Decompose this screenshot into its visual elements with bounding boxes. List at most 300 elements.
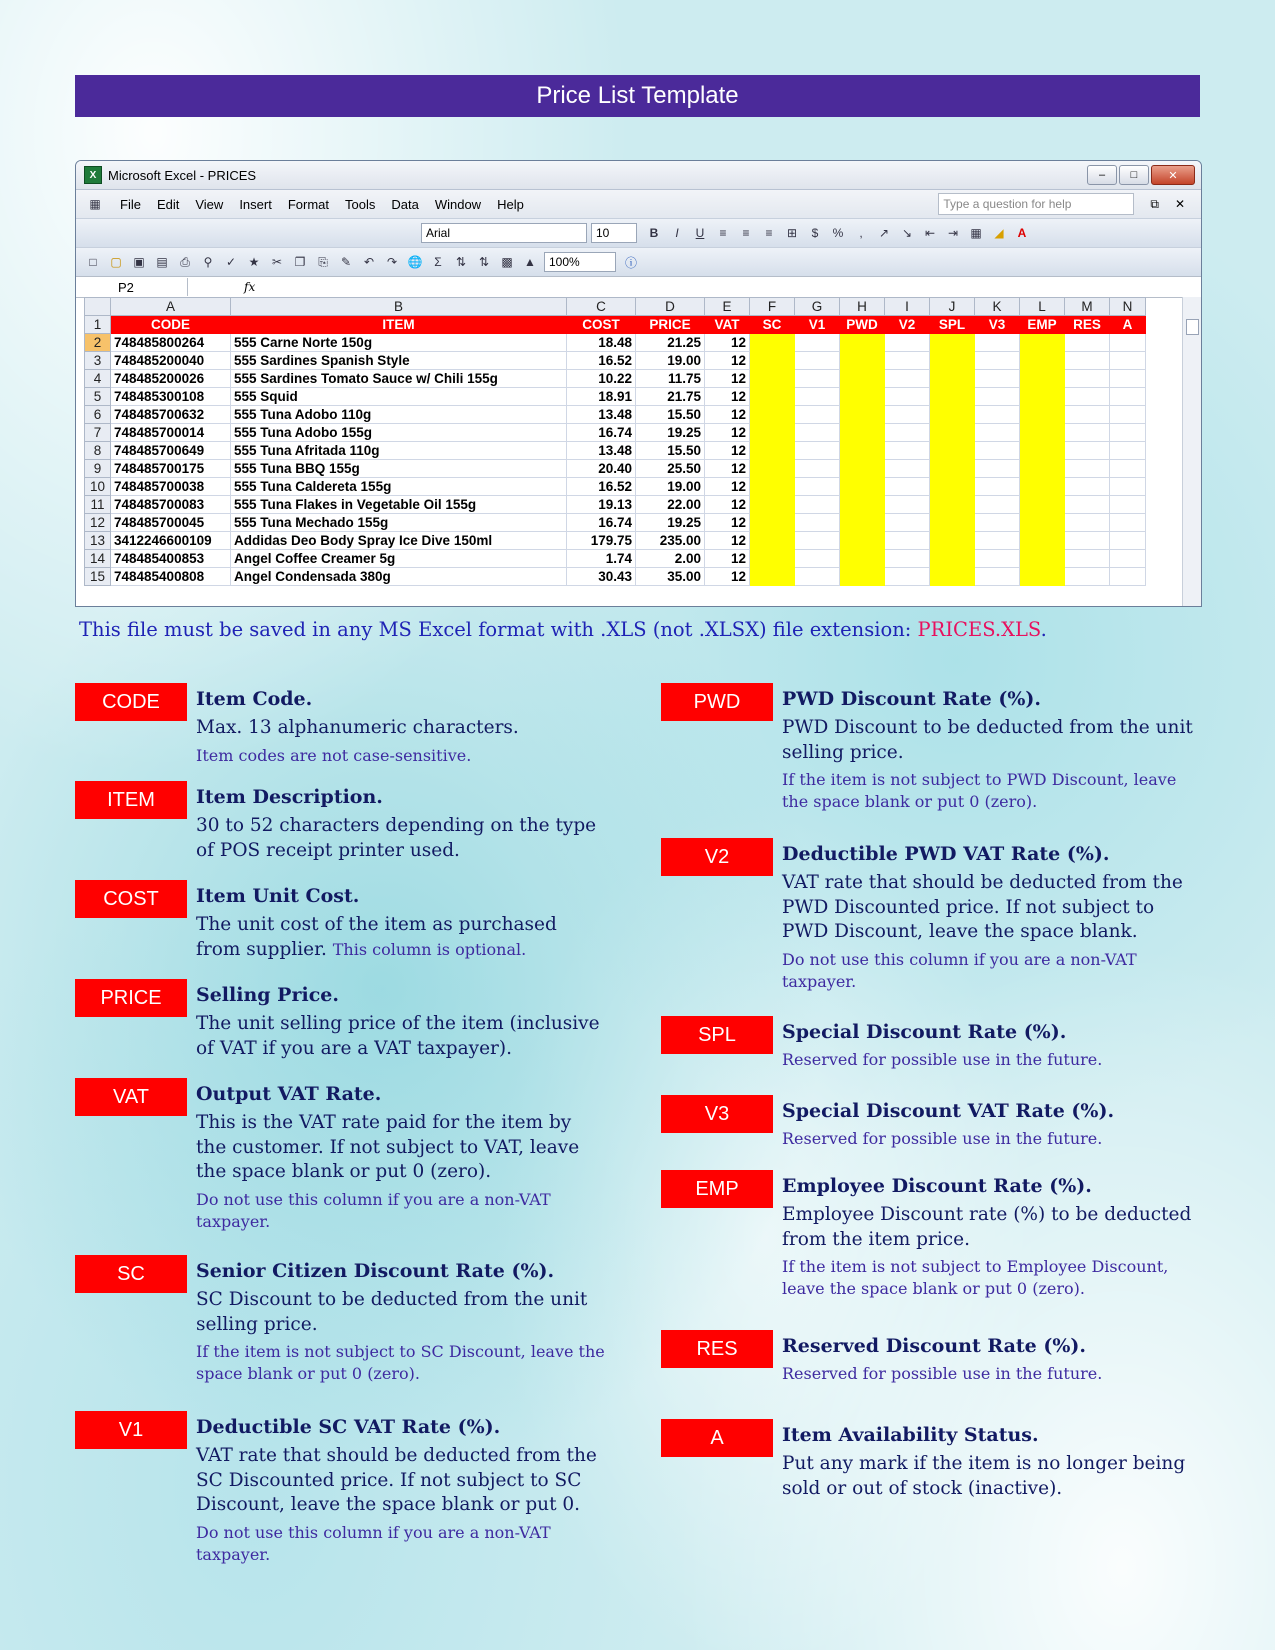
cell[interactable] bbox=[840, 424, 885, 442]
cell[interactable]: 12 bbox=[705, 424, 750, 442]
cell[interactable] bbox=[1110, 442, 1146, 460]
cell[interactable] bbox=[1110, 388, 1146, 406]
cell[interactable] bbox=[1020, 370, 1065, 388]
cell[interactable] bbox=[840, 406, 885, 424]
cell[interactable] bbox=[1065, 352, 1110, 370]
cell[interactable] bbox=[1110, 478, 1146, 496]
cell[interactable] bbox=[885, 352, 930, 370]
row-header[interactable]: 3 bbox=[85, 352, 111, 370]
header-cell[interactable]: V1 bbox=[795, 316, 840, 334]
cell[interactable] bbox=[795, 478, 840, 496]
cell[interactable]: Angel Condensada 380g bbox=[231, 568, 567, 586]
cell[interactable]: 748485400853 bbox=[111, 550, 231, 568]
cell[interactable] bbox=[975, 568, 1020, 586]
header-cell[interactable]: ITEM bbox=[231, 316, 567, 334]
cell[interactable] bbox=[885, 424, 930, 442]
align-left-icon[interactable]: ≡ bbox=[719, 226, 727, 240]
cell[interactable] bbox=[795, 334, 840, 352]
cell[interactable]: 748485300108 bbox=[111, 388, 231, 406]
row-header[interactable]: 7 bbox=[85, 424, 111, 442]
cell[interactable]: 3412246600109 bbox=[111, 532, 231, 550]
cell[interactable]: 555 Sardines Spanish Style bbox=[231, 352, 567, 370]
column-header[interactable]: E bbox=[705, 298, 750, 316]
cell[interactable] bbox=[750, 496, 795, 514]
cell[interactable] bbox=[1110, 406, 1146, 424]
cell[interactable]: 555 Tuna BBQ 155g bbox=[231, 460, 567, 478]
cell[interactable] bbox=[750, 424, 795, 442]
cell[interactable] bbox=[750, 370, 795, 388]
column-header[interactable]: G bbox=[795, 298, 840, 316]
header-cell[interactable]: RES bbox=[1065, 316, 1110, 334]
menu-window[interactable]: Window bbox=[434, 196, 482, 212]
align-center-icon[interactable]: ≡ bbox=[742, 226, 750, 240]
cell[interactable] bbox=[1065, 568, 1110, 586]
cell[interactable] bbox=[750, 550, 795, 568]
cell[interactable] bbox=[975, 424, 1020, 442]
cell[interactable] bbox=[840, 532, 885, 550]
cell[interactable]: Angel Coffee Creamer 5g bbox=[231, 550, 567, 568]
cell[interactable]: 555 Tuna Afritada 110g bbox=[231, 442, 567, 460]
close-button[interactable]: ✕ bbox=[1151, 165, 1195, 185]
font-color-icon[interactable]: A bbox=[1017, 226, 1027, 240]
cell[interactable] bbox=[795, 352, 840, 370]
font-name-select[interactable]: Arial bbox=[421, 223, 587, 243]
cell[interactable]: 12 bbox=[705, 514, 750, 532]
cell[interactable] bbox=[930, 532, 975, 550]
cell[interactable]: 555 Tuna Flakes in Vegetable Oil 155g bbox=[231, 496, 567, 514]
cell[interactable]: 555 Tuna Caldereta 155g bbox=[231, 478, 567, 496]
cell[interactable] bbox=[1020, 496, 1065, 514]
cell[interactable]: 16.52 bbox=[567, 478, 636, 496]
cell[interactable] bbox=[930, 424, 975, 442]
cell[interactable] bbox=[930, 478, 975, 496]
row-header[interactable]: 4 bbox=[85, 370, 111, 388]
cell[interactable] bbox=[840, 550, 885, 568]
header-cell[interactable]: VAT bbox=[705, 316, 750, 334]
menu-format[interactable]: Format bbox=[287, 196, 329, 212]
underline-icon[interactable]: U bbox=[695, 226, 705, 240]
cell[interactable] bbox=[975, 370, 1020, 388]
cell[interactable]: 19.00 bbox=[636, 352, 705, 370]
cell[interactable] bbox=[1065, 514, 1110, 532]
cell[interactable] bbox=[1065, 370, 1110, 388]
cell[interactable] bbox=[795, 496, 840, 514]
cell[interactable] bbox=[1065, 496, 1110, 514]
cell[interactable] bbox=[1110, 460, 1146, 478]
cell[interactable]: 19.13 bbox=[567, 496, 636, 514]
cell[interactable] bbox=[1020, 406, 1065, 424]
cell[interactable]: 555 Tuna Adobo 155g bbox=[231, 424, 567, 442]
cell[interactable] bbox=[1110, 532, 1146, 550]
menu-tools[interactable]: Tools bbox=[345, 196, 376, 212]
cell[interactable] bbox=[750, 406, 795, 424]
row-header[interactable]: 11 bbox=[85, 496, 111, 514]
row-header[interactable]: 5 bbox=[85, 388, 111, 406]
cell[interactable]: 748485200026 bbox=[111, 370, 231, 388]
sort-ascending-icon[interactable]: ⇅ bbox=[455, 255, 467, 269]
cell[interactable] bbox=[1110, 550, 1146, 568]
chart-wizard-icon[interactable]: ▩ bbox=[501, 255, 513, 269]
cell[interactable] bbox=[930, 442, 975, 460]
merge-center-icon[interactable]: ⊞ bbox=[786, 226, 798, 240]
cell[interactable]: 12 bbox=[705, 442, 750, 460]
cell[interactable]: 20.40 bbox=[567, 460, 636, 478]
cell[interactable]: 18.91 bbox=[567, 388, 636, 406]
drawing-icon[interactable]: ▲ bbox=[524, 255, 536, 269]
copy-icon[interactable]: ❐ bbox=[294, 255, 306, 269]
cell[interactable]: 21.25 bbox=[636, 334, 705, 352]
print-preview-icon[interactable]: ⚲ bbox=[203, 255, 213, 269]
cell[interactable] bbox=[885, 460, 930, 478]
cell[interactable] bbox=[930, 514, 975, 532]
cell[interactable] bbox=[975, 442, 1020, 460]
cell[interactable] bbox=[930, 406, 975, 424]
cell[interactable] bbox=[840, 352, 885, 370]
cell[interactable] bbox=[795, 388, 840, 406]
cell[interactable] bbox=[795, 406, 840, 424]
spelling-icon[interactable]: ✓ bbox=[225, 255, 237, 269]
cell[interactable]: 748485700632 bbox=[111, 406, 231, 424]
cell[interactable] bbox=[885, 370, 930, 388]
cell[interactable] bbox=[975, 496, 1020, 514]
cell[interactable]: 13.48 bbox=[567, 406, 636, 424]
header-cell[interactable]: EMP bbox=[1020, 316, 1065, 334]
row-header[interactable]: 2 bbox=[85, 334, 111, 352]
cell[interactable] bbox=[975, 334, 1020, 352]
menu-data[interactable]: Data bbox=[391, 196, 419, 212]
cell[interactable] bbox=[795, 550, 840, 568]
cell[interactable] bbox=[795, 424, 840, 442]
cell[interactable]: 1.74 bbox=[567, 550, 636, 568]
cell[interactable] bbox=[975, 352, 1020, 370]
vertical-scrollbar[interactable] bbox=[1182, 297, 1201, 606]
row-header[interactable]: 12 bbox=[85, 514, 111, 532]
increase-decimal-icon[interactable]: ↗ bbox=[878, 226, 890, 240]
column-header[interactable]: C bbox=[567, 298, 636, 316]
cell[interactable]: 555 Sardines Tomato Sauce w/ Chili 155g bbox=[231, 370, 567, 388]
save-icon[interactable]: ▣ bbox=[133, 255, 145, 269]
cell[interactable]: 12 bbox=[705, 406, 750, 424]
cell[interactable]: 748485200040 bbox=[111, 352, 231, 370]
help-icon[interactable]: ⓘ bbox=[624, 255, 637, 270]
cell[interactable] bbox=[930, 460, 975, 478]
cell[interactable] bbox=[795, 442, 840, 460]
cell[interactable] bbox=[885, 568, 930, 586]
cell[interactable] bbox=[840, 496, 885, 514]
row-header[interactable]: 6 bbox=[85, 406, 111, 424]
cell[interactable] bbox=[1110, 514, 1146, 532]
cell[interactable] bbox=[750, 478, 795, 496]
increase-indent-icon[interactable]: ⇥ bbox=[947, 226, 959, 240]
cell[interactable]: 16.52 bbox=[567, 352, 636, 370]
column-header[interactable]: H bbox=[840, 298, 885, 316]
cell[interactable] bbox=[1020, 388, 1065, 406]
sort-descending-icon[interactable]: ⇅ bbox=[478, 255, 490, 269]
cell[interactable]: 555 Carne Norte 150g bbox=[231, 334, 567, 352]
cell[interactable] bbox=[1020, 550, 1065, 568]
cell[interactable]: 748485700014 bbox=[111, 424, 231, 442]
permission-icon[interactable]: ▤ bbox=[156, 255, 168, 269]
menu-view[interactable]: View bbox=[195, 196, 224, 212]
cell[interactable]: Addidas Deo Body Spray Ice Dive 150ml bbox=[231, 532, 567, 550]
cell[interactable] bbox=[840, 478, 885, 496]
autosum-icon[interactable]: Σ bbox=[434, 255, 442, 269]
cell[interactable] bbox=[1110, 352, 1146, 370]
column-header[interactable]: M bbox=[1065, 298, 1110, 316]
cell[interactable]: 555 Tuna Adobo 110g bbox=[231, 406, 567, 424]
cell[interactable]: 12 bbox=[705, 532, 750, 550]
cell[interactable]: 12 bbox=[705, 334, 750, 352]
cell[interactable]: 748485700083 bbox=[111, 496, 231, 514]
column-header[interactable]: F bbox=[750, 298, 795, 316]
cell[interactable] bbox=[1065, 478, 1110, 496]
cell[interactable]: 235.00 bbox=[636, 532, 705, 550]
column-header[interactable]: K bbox=[975, 298, 1020, 316]
cell[interactable]: 12 bbox=[705, 460, 750, 478]
comma-icon[interactable]: , bbox=[859, 226, 863, 240]
cell[interactable] bbox=[1020, 532, 1065, 550]
row-header[interactable]: 9 bbox=[85, 460, 111, 478]
cell[interactable] bbox=[840, 514, 885, 532]
cell[interactable] bbox=[1065, 550, 1110, 568]
cell[interactable] bbox=[975, 406, 1020, 424]
row-header[interactable]: 15 bbox=[85, 568, 111, 586]
cell[interactable] bbox=[885, 550, 930, 568]
row-header[interactable]: 10 bbox=[85, 478, 111, 496]
cell[interactable] bbox=[1020, 352, 1065, 370]
redo-icon[interactable]: ↷ bbox=[386, 255, 398, 269]
header-cell[interactable]: V3 bbox=[975, 316, 1020, 334]
cell[interactable] bbox=[1020, 514, 1065, 532]
name-box[interactable]: P2 bbox=[76, 278, 188, 296]
help-search-input[interactable]: Type a question for help bbox=[938, 193, 1134, 215]
row-header[interactable]: 1 bbox=[85, 316, 111, 334]
cell[interactable]: 12 bbox=[705, 370, 750, 388]
cut-icon[interactable]: ✂ bbox=[271, 255, 283, 269]
header-cell[interactable]: COST bbox=[567, 316, 636, 334]
cell[interactable] bbox=[750, 532, 795, 550]
font-size-select[interactable]: 10 bbox=[591, 223, 637, 243]
cell[interactable]: 19.00 bbox=[636, 478, 705, 496]
cell[interactable] bbox=[885, 388, 930, 406]
cell[interactable]: 748485700045 bbox=[111, 514, 231, 532]
header-cell[interactable]: SC bbox=[750, 316, 795, 334]
cell[interactable] bbox=[840, 370, 885, 388]
format-painter-icon[interactable]: ✎ bbox=[340, 255, 352, 269]
cell[interactable] bbox=[1110, 424, 1146, 442]
close-workbook-icon[interactable]: ✕ bbox=[1174, 197, 1185, 211]
cell[interactable] bbox=[1110, 496, 1146, 514]
borders-icon[interactable]: ▦ bbox=[970, 226, 982, 240]
cell[interactable] bbox=[975, 460, 1020, 478]
cell[interactable] bbox=[1110, 334, 1146, 352]
maximize-button[interactable]: □ bbox=[1119, 165, 1149, 185]
cell[interactable] bbox=[1065, 334, 1110, 352]
cell[interactable] bbox=[885, 514, 930, 532]
cell[interactable] bbox=[1065, 442, 1110, 460]
cell[interactable]: 18.48 bbox=[567, 334, 636, 352]
menu-edit[interactable]: Edit bbox=[156, 196, 180, 212]
cell[interactable] bbox=[750, 568, 795, 586]
cell[interactable]: 19.25 bbox=[636, 514, 705, 532]
menu-insert[interactable]: Insert bbox=[239, 196, 272, 212]
decrease-indent-icon[interactable]: ⇤ bbox=[924, 226, 936, 240]
hyperlink-icon[interactable]: 🌐 bbox=[407, 255, 423, 269]
cell[interactable]: 19.25 bbox=[636, 424, 705, 442]
research-icon[interactable]: ★ bbox=[248, 255, 260, 269]
cell[interactable] bbox=[795, 370, 840, 388]
cell[interactable] bbox=[1065, 460, 1110, 478]
cell[interactable] bbox=[885, 406, 930, 424]
cell[interactable]: 15.50 bbox=[636, 442, 705, 460]
cell[interactable] bbox=[795, 514, 840, 532]
cell[interactable]: 21.75 bbox=[636, 388, 705, 406]
cell[interactable]: 12 bbox=[705, 568, 750, 586]
cell[interactable]: 555 Squid bbox=[231, 388, 567, 406]
cell[interactable] bbox=[750, 352, 795, 370]
cell[interactable] bbox=[975, 478, 1020, 496]
cell[interactable] bbox=[795, 460, 840, 478]
column-header[interactable]: D bbox=[636, 298, 705, 316]
cell[interactable] bbox=[930, 370, 975, 388]
fill-color-icon[interactable]: ◢ bbox=[994, 226, 1004, 240]
cell[interactable]: 555 Tuna Mechado 155g bbox=[231, 514, 567, 532]
header-cell[interactable]: SPL bbox=[930, 316, 975, 334]
cell[interactable] bbox=[1065, 406, 1110, 424]
cell[interactable]: 16.74 bbox=[567, 514, 636, 532]
cell[interactable]: 748485700649 bbox=[111, 442, 231, 460]
minimize-button[interactable]: – bbox=[1087, 165, 1117, 185]
cell[interactable] bbox=[1065, 388, 1110, 406]
cell[interactable] bbox=[750, 334, 795, 352]
column-header[interactable]: I bbox=[885, 298, 930, 316]
row-header[interactable]: 14 bbox=[85, 550, 111, 568]
column-header[interactable]: J bbox=[930, 298, 975, 316]
cell[interactable]: 12 bbox=[705, 496, 750, 514]
cell[interactable]: 15.50 bbox=[636, 406, 705, 424]
paste-icon[interactable]: ⎘ bbox=[318, 254, 328, 269]
restore-icon[interactable]: ⧉ bbox=[1150, 196, 1159, 211]
cell[interactable] bbox=[885, 496, 930, 514]
cell[interactable] bbox=[1065, 424, 1110, 442]
currency-icon[interactable]: $ bbox=[811, 226, 819, 240]
print-icon[interactable]: ⎙ bbox=[180, 254, 190, 269]
cell[interactable] bbox=[840, 460, 885, 478]
cell[interactable] bbox=[840, 388, 885, 406]
cell[interactable] bbox=[975, 532, 1020, 550]
scroll-thumb[interactable] bbox=[1186, 319, 1199, 335]
cell[interactable]: 12 bbox=[705, 352, 750, 370]
cell[interactable]: 748485700038 bbox=[111, 478, 231, 496]
cell[interactable] bbox=[1065, 532, 1110, 550]
italic-icon[interactable]: I bbox=[675, 226, 679, 240]
header-cell[interactable]: A bbox=[1110, 316, 1146, 334]
cell[interactable]: 179.75 bbox=[567, 532, 636, 550]
column-header[interactable]: A bbox=[111, 298, 231, 316]
cell[interactable] bbox=[930, 568, 975, 586]
header-cell[interactable]: CODE bbox=[111, 316, 231, 334]
cell[interactable]: 30.43 bbox=[567, 568, 636, 586]
header-cell[interactable]: PWD bbox=[840, 316, 885, 334]
row-header[interactable]: 8 bbox=[85, 442, 111, 460]
cell[interactable] bbox=[930, 334, 975, 352]
cell[interactable]: 12 bbox=[705, 550, 750, 568]
cell[interactable]: 2.00 bbox=[636, 550, 705, 568]
cell[interactable]: 12 bbox=[705, 388, 750, 406]
cell[interactable]: 748485700175 bbox=[111, 460, 231, 478]
cell[interactable]: 748485800264 bbox=[111, 334, 231, 352]
cell[interactable] bbox=[795, 568, 840, 586]
cell[interactable] bbox=[930, 388, 975, 406]
cell[interactable]: 11.75 bbox=[636, 370, 705, 388]
header-cell[interactable]: PRICE bbox=[636, 316, 705, 334]
cell[interactable] bbox=[1020, 460, 1065, 478]
menu-file[interactable]: File bbox=[120, 196, 141, 212]
undo-icon[interactable]: ↶ bbox=[363, 255, 375, 269]
cell[interactable] bbox=[750, 514, 795, 532]
percent-icon[interactable]: % bbox=[832, 226, 844, 240]
cell[interactable] bbox=[795, 532, 840, 550]
cell[interactable]: 13.48 bbox=[567, 442, 636, 460]
cell[interactable]: 22.00 bbox=[636, 496, 705, 514]
cell[interactable] bbox=[1020, 442, 1065, 460]
cell[interactable] bbox=[840, 334, 885, 352]
cell[interactable]: 16.74 bbox=[567, 424, 636, 442]
cell[interactable] bbox=[1020, 568, 1065, 586]
cell[interactable] bbox=[885, 442, 930, 460]
column-header[interactable]: N bbox=[1110, 298, 1146, 316]
menu-help[interactable]: Help bbox=[497, 196, 524, 212]
cell[interactable] bbox=[930, 352, 975, 370]
cell[interactable] bbox=[750, 442, 795, 460]
open-icon[interactable]: ▢ bbox=[110, 255, 122, 269]
new-icon[interactable]: □ bbox=[89, 255, 97, 269]
cell[interactable]: 35.00 bbox=[636, 568, 705, 586]
cell[interactable]: 25.50 bbox=[636, 460, 705, 478]
function-icon[interactable]: fx bbox=[244, 280, 256, 294]
cell[interactable] bbox=[1020, 424, 1065, 442]
column-header[interactable]: B bbox=[231, 298, 567, 316]
align-right-icon[interactable]: ≡ bbox=[765, 226, 773, 240]
row-header[interactable]: 13 bbox=[85, 532, 111, 550]
decrease-decimal-icon[interactable]: ↘ bbox=[901, 226, 913, 240]
cell[interactable] bbox=[885, 334, 930, 352]
cell[interactable]: 12 bbox=[705, 478, 750, 496]
cell[interactable] bbox=[930, 496, 975, 514]
cell[interactable] bbox=[840, 568, 885, 586]
cell[interactable] bbox=[1110, 370, 1146, 388]
select-all-corner[interactable] bbox=[85, 298, 111, 316]
cell[interactable] bbox=[885, 478, 930, 496]
cell[interactable] bbox=[750, 388, 795, 406]
column-header[interactable]: L bbox=[1020, 298, 1065, 316]
cell[interactable] bbox=[1020, 334, 1065, 352]
cell[interactable]: 748485400808 bbox=[111, 568, 231, 586]
cell[interactable] bbox=[1110, 568, 1146, 586]
cell[interactable] bbox=[885, 532, 930, 550]
cell[interactable] bbox=[840, 442, 885, 460]
zoom-select[interactable]: 100% bbox=[544, 252, 616, 272]
header-cell[interactable]: V2 bbox=[885, 316, 930, 334]
cell[interactable] bbox=[1020, 478, 1065, 496]
cell[interactable] bbox=[975, 388, 1020, 406]
cell[interactable] bbox=[930, 550, 975, 568]
cell[interactable] bbox=[975, 550, 1020, 568]
cell[interactable] bbox=[750, 460, 795, 478]
bold-icon[interactable]: B bbox=[649, 226, 659, 240]
cell[interactable]: 10.22 bbox=[567, 370, 636, 388]
cell[interactable] bbox=[975, 514, 1020, 532]
